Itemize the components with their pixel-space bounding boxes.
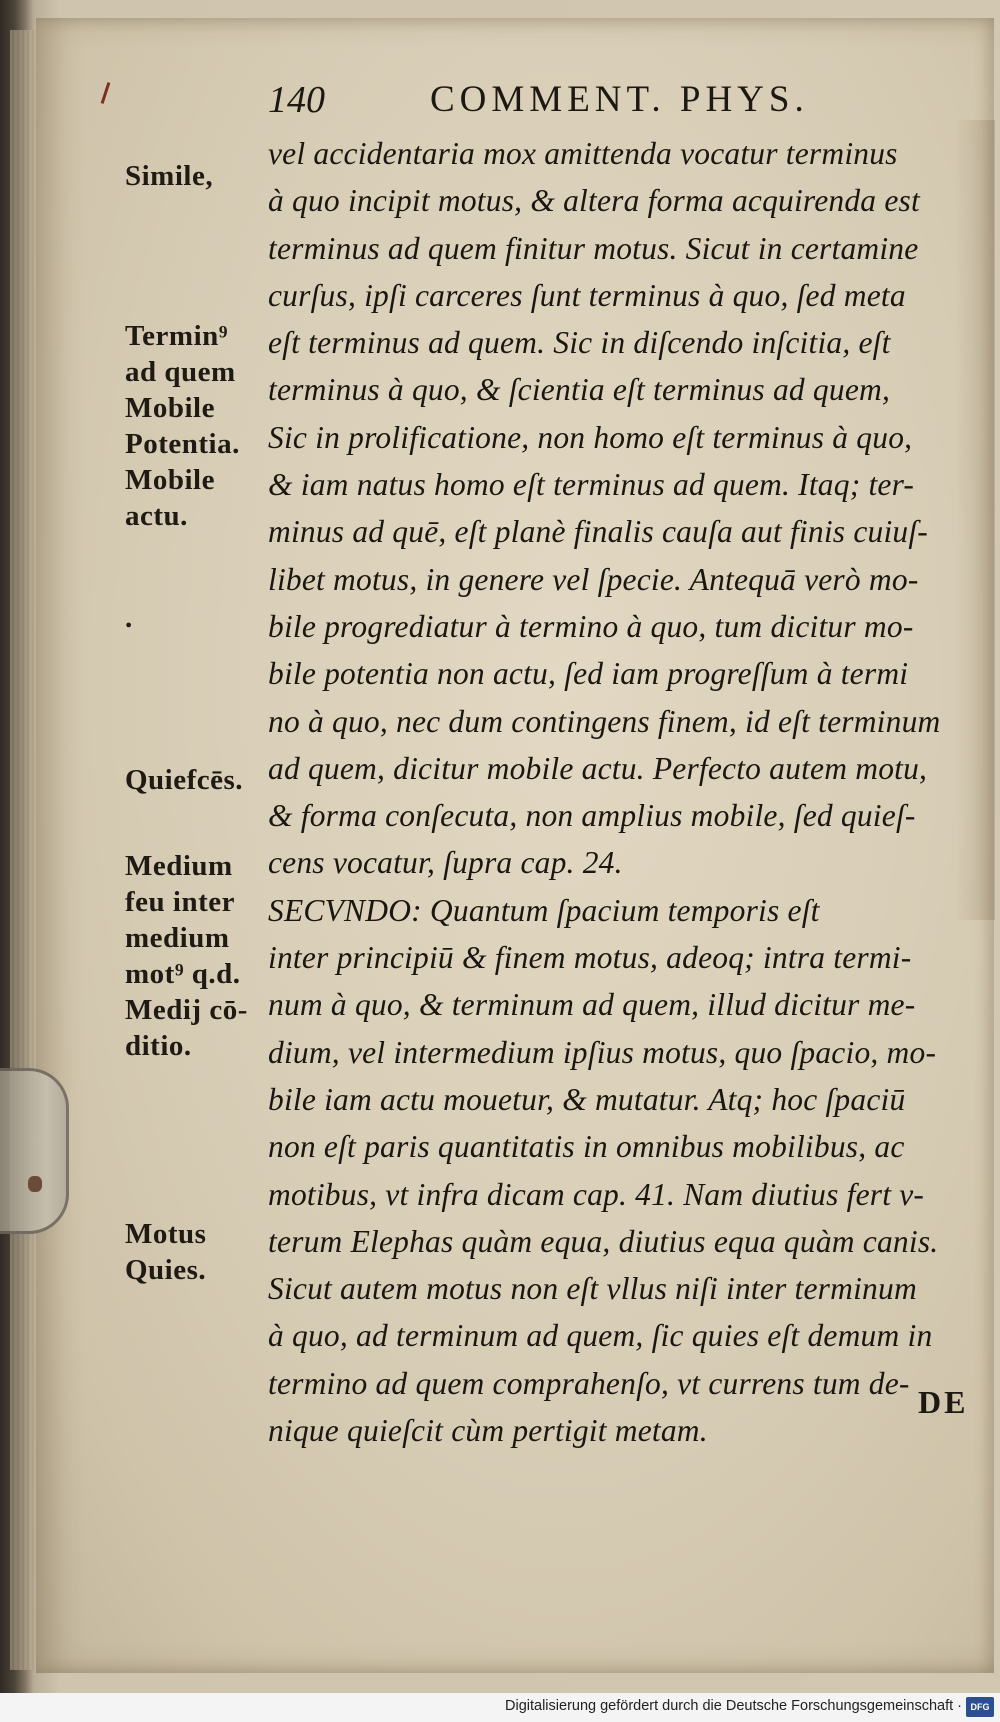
margin-note-quiesces: Quiefcēs. xyxy=(125,764,244,796)
text-line: terminus ad quem finitur motus. Sicut in certamine xyxy=(268,230,919,266)
text-line: ad quem, dicitur mobile actu. Perfecto autem motu, xyxy=(268,750,928,786)
text-line: vel accidentaria mox amittenda vocatur terminus xyxy=(268,136,898,171)
footer-bar xyxy=(0,1693,1000,1722)
text-line: nique quieſcit cùm pertigit metam. xyxy=(268,1413,708,1449)
text-line: & forma conſecuta, non amplius mobile, ſed quieſ- xyxy=(268,798,916,834)
page-number: 140 xyxy=(268,79,325,121)
text-line: cens vocatur, ſupra cap. 24. xyxy=(268,845,623,881)
funding-credit: Digitalisierung gefördert durch die Deutsche Forschungsgemeinschaft · xyxy=(505,1698,962,1714)
running-title: COMMENT. PHYS. xyxy=(430,79,809,120)
text-line: curſus, ipſi carceres ſunt terminus à quo, ſed meta xyxy=(268,277,906,313)
text-line: bile potentia non actu, ſed iam progreſſum à termi xyxy=(268,656,909,692)
catchword: DE xyxy=(918,1384,969,1420)
text-line: motibus, vt infra dicam cap. 41. Nam diutius fert v- xyxy=(268,1176,925,1212)
text-line: à quo, ad terminum ad quem, ſic quies eſt demum in xyxy=(268,1318,933,1354)
body-text xyxy=(268,130,980,1454)
text-line: à quo incipit motus, & altera forma acquirenda est xyxy=(268,183,920,219)
margin-notes xyxy=(125,0,275,1400)
text-line: libet motus, in genere vel ſpecie. Antequā verò mo- xyxy=(268,561,919,597)
margin-note-simile: Simile, xyxy=(125,160,214,192)
text-line: terum Elephas quàm equa, diutius equa quàm canis. xyxy=(268,1223,939,1259)
text-line: bile progrediatur à termino à quo, tum dicitur mo- xyxy=(268,608,914,644)
margin-note-medium: Medium feu inter medium mot⁹ q.d. Medij cō- ditio. xyxy=(125,850,248,1062)
margin-note-dot: . xyxy=(125,602,133,634)
text-line: minus ad quē, eſt planè finalis cauſa aut finis cuiuſ- xyxy=(268,514,928,550)
text-line: termino ad quem comprahenſo, vt currens tum de- xyxy=(268,1365,910,1401)
text-line: Sicut autem motus non eſt vllus niſi inter terminum xyxy=(268,1271,917,1307)
text-line: SECVNDO: Quantum ſpacium temporis eſt xyxy=(268,892,820,928)
page-header xyxy=(268,78,968,134)
text-line: bile iam actu mouetur, & mutatur. Atq; hoc ſpaciū xyxy=(268,1081,906,1117)
text-line: dium, vel intermedium ipſius motus, quo ſpacio, mo- xyxy=(268,1034,937,1070)
text-line: non eſt paris quantitatis in omnibus mobilibus, ac xyxy=(268,1129,905,1165)
margin-note-motus-quies: Motus Quies. xyxy=(125,1218,207,1286)
text-line: inter principiū & finem motus, adeoq; intra termi- xyxy=(268,940,912,976)
text-line: terminus à quo, & ſcientia eſt terminus ad quem, xyxy=(268,372,891,408)
text-line: Sic in prolificatione, non homo eſt terminus à quo, xyxy=(268,419,913,455)
text-line: no à quo, nec dum contingens finem, id eſt terminum xyxy=(268,703,941,739)
text-line: num à quo, & terminum ad quem, illud dicitur me- xyxy=(268,987,916,1023)
text-line: eſt terminus ad quem. Sic in diſcendo inſcitia, eſt xyxy=(268,325,891,361)
margin-note-terminus: Termin⁹ ad quem Mobile Potentia. Mobile actu. xyxy=(125,320,240,532)
clasp-stain xyxy=(28,1176,42,1192)
text-line: & iam natus homo eſt terminus ad quem. Itaq; ter- xyxy=(268,467,915,503)
book-clasp xyxy=(0,1068,69,1234)
dfg-logo: DFG xyxy=(966,1697,994,1717)
